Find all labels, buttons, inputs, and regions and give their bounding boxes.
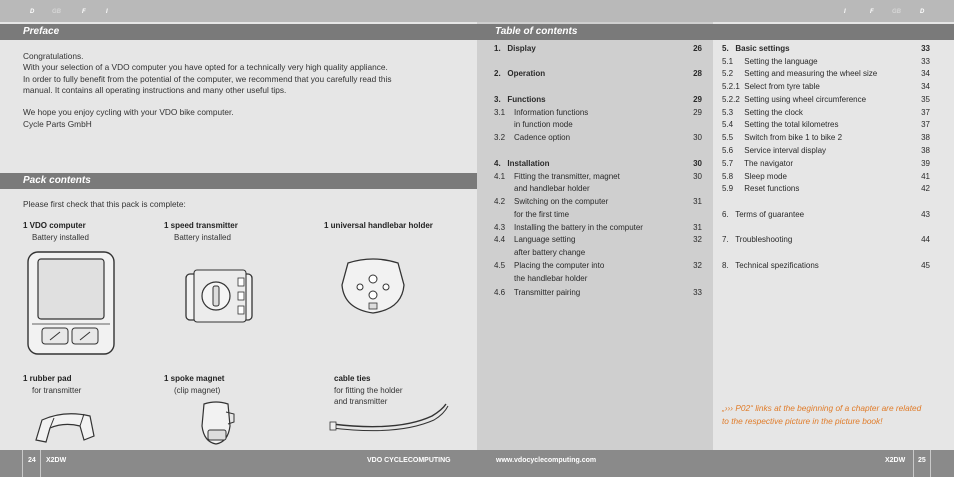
toc-entry-label: 3. Functions bbox=[494, 95, 546, 104]
toc-entry-label: 5.9 Reset functions bbox=[722, 184, 800, 193]
toc-entry-label: the handlebar holder bbox=[494, 274, 588, 283]
toc-entry-page: 29 bbox=[693, 95, 702, 104]
toc-entry-label: after battery change bbox=[494, 248, 586, 257]
toc-entry-label: 4.1 Fitting the transmitter, magnet bbox=[494, 172, 620, 181]
footer-right bbox=[477, 450, 954, 477]
toc-entry-page: 45 bbox=[921, 261, 930, 270]
toc-entry-label: 5.2 Setting and measuring the wheel size bbox=[722, 69, 878, 78]
website-label: www.vdocyclecomputing.com bbox=[496, 457, 597, 464]
toc-entry-label: 4.6 Transmitter pairing bbox=[494, 288, 581, 297]
toc-entry-page: 35 bbox=[921, 95, 930, 104]
toc-entry-page: 33 bbox=[921, 57, 930, 66]
lang-f-left: F bbox=[82, 9, 86, 15]
toc-entry-label: 5.5 Switch from bike 1 to bike 2 bbox=[722, 133, 843, 142]
item-rubber-pad-sub: for transmitter bbox=[32, 386, 82, 395]
model-left: X2DW bbox=[46, 457, 67, 464]
toc-entry-label: 5. Basic settings bbox=[722, 44, 790, 53]
page-number-right: 25 bbox=[918, 457, 926, 464]
toc-entry-page: 30 bbox=[693, 133, 702, 142]
toc-entry-label: 3.2 Cadence option bbox=[494, 133, 571, 142]
toc-entry-label: 3.1 Information functions bbox=[494, 108, 589, 117]
toc-entry-page: 39 bbox=[921, 159, 930, 168]
lang-gb-right: GB bbox=[892, 9, 901, 15]
toc-entry-label: 5.1 Setting the language bbox=[722, 57, 818, 66]
model-right: X2DW bbox=[885, 457, 906, 464]
spoke-magnet-icon bbox=[198, 400, 236, 446]
footer-left bbox=[0, 450, 477, 477]
toc-entry-label: 5.8 Sleep mode bbox=[722, 172, 787, 181]
pack-intro: Please first check that this pack is complete: bbox=[23, 199, 186, 209]
toc-entry-label: 4.5 Placing the computer into bbox=[494, 261, 605, 270]
toc-entry-label: 1. Display bbox=[494, 44, 536, 53]
toc-entry-page: 42 bbox=[921, 184, 930, 193]
handlebar-holder-icon bbox=[336, 255, 410, 317]
lang-gb-left: GB bbox=[52, 9, 61, 15]
item-speed-transmitter-title: 1 speed transmitter bbox=[164, 221, 238, 230]
picture-book-note: „››› P02“ links at the beginning of a chapter are related to the respective picture in the picture book! bbox=[722, 403, 922, 426]
rubber-pad-icon bbox=[32, 406, 98, 444]
toc-entry-page: 41 bbox=[921, 172, 930, 181]
toc-entry-page: 28 bbox=[693, 69, 702, 78]
toc-entry-page: 31 bbox=[693, 223, 702, 232]
preface-line: manual. It contains all operating instructions and many other useful tips. bbox=[23, 84, 287, 95]
toc-entry-label: 4.2 Switching on the computer bbox=[494, 197, 609, 206]
pack-contents-heading: Pack contents bbox=[0, 173, 477, 189]
item-cable-ties-sub: for fitting the holder bbox=[334, 386, 403, 395]
toc-entry-page: 38 bbox=[921, 146, 930, 155]
preface-line: Congratulations. bbox=[23, 51, 84, 61]
toc-heading: Table of contents bbox=[477, 24, 954, 40]
toc-entry-label: 2. Operation bbox=[494, 69, 546, 78]
preface-line: We hope you enjoy cycling with your VDO bike computer. bbox=[23, 107, 234, 118]
preface-heading: Preface bbox=[0, 24, 477, 40]
toc-entry-label: and handlebar holder bbox=[494, 184, 590, 193]
preface-line bbox=[23, 96, 463, 107]
toc-entry-label: 4.3 Installing the battery in the computer bbox=[494, 223, 643, 232]
toc-entry-label: 5.2.2 Setting using wheel circumference bbox=[722, 95, 867, 104]
preface-line: With your selection of a VDO computer you have opted for a technically very high quality appliance. bbox=[23, 62, 388, 73]
lang-i-right: I bbox=[844, 9, 846, 15]
toc-entry-label: for the first time bbox=[494, 210, 570, 219]
toc-entry-label: 4.4 Language setting bbox=[494, 235, 576, 244]
item-spoke-magnet-title: 1 spoke magnet bbox=[164, 374, 225, 383]
toc-entry-page: 30 bbox=[693, 172, 702, 181]
preface-line: In order to fully benefit from the potential of the computer, we recommend that you carefully read this bbox=[23, 73, 392, 84]
toc-entry-page: 38 bbox=[921, 133, 930, 142]
toc-entry-label: 5.3 Setting the clock bbox=[722, 108, 803, 117]
top-bar-left bbox=[0, 0, 477, 22]
page-number-left: 24 bbox=[28, 457, 36, 464]
toc-entry-page: 26 bbox=[693, 44, 702, 53]
toc-entry-label: 6. Terms of guarantee bbox=[722, 210, 805, 219]
toc-entry-page: 37 bbox=[921, 108, 930, 117]
item-handlebar-holder-title: 1 universal handlebar holder bbox=[324, 221, 433, 230]
cable-tie-icon bbox=[328, 402, 452, 438]
item-rubber-pad-title: 1 rubber pad bbox=[23, 374, 72, 383]
toc-entry-label: 5.6 Service interval display bbox=[722, 146, 827, 155]
item-cable-ties-sub2: and transmitter bbox=[334, 397, 388, 406]
toc-entry-page: 43 bbox=[921, 210, 930, 219]
toc-entry-label: 5.4 Setting the total kilometres bbox=[722, 120, 839, 129]
toc-entry-page: 33 bbox=[693, 288, 702, 297]
speed-transmitter-icon bbox=[184, 268, 256, 326]
toc-entry-page: 37 bbox=[921, 120, 930, 129]
item-cable-ties-title: cable ties bbox=[334, 374, 371, 383]
toc-entry-label: 4. Installation bbox=[494, 159, 550, 168]
toc-entry-label: 5.2.1 Select from tyre table bbox=[722, 82, 820, 91]
toc-entry-page: 33 bbox=[921, 44, 930, 53]
lang-d-right: D bbox=[920, 9, 925, 15]
lang-d-left: D bbox=[30, 9, 35, 15]
lang-f-right: F bbox=[870, 9, 874, 15]
toc-entry-page: 32 bbox=[693, 261, 702, 270]
toc-entry-page: 31 bbox=[693, 197, 702, 206]
toc-entry-page: 32 bbox=[693, 235, 702, 244]
toc-entry-page: 30 bbox=[693, 159, 702, 168]
preface-line: Cycle Parts GmbH bbox=[23, 118, 92, 129]
toc-entry-page: 34 bbox=[921, 82, 930, 91]
item-vdo-computer-title: 1 VDO computer bbox=[23, 221, 86, 230]
preface-text bbox=[23, 51, 463, 130]
toc-entry-label: 8. Technical spezifications bbox=[722, 261, 819, 270]
item-vdo-computer-sub: Battery installed bbox=[32, 233, 89, 242]
toc-entry-label: 7. Troubleshooting bbox=[722, 235, 793, 244]
toc-entry-page: 29 bbox=[693, 108, 702, 117]
toc-entry-label: 5.7 The navigator bbox=[722, 159, 794, 168]
lang-i-left: I bbox=[106, 9, 108, 15]
brand-label: VDO CYCLECOMPUTING bbox=[367, 457, 451, 464]
toc-entry-label: in function mode bbox=[494, 120, 573, 129]
top-bar-right bbox=[477, 0, 954, 22]
item-speed-transmitter-sub: Battery installed bbox=[174, 233, 231, 242]
vdo-computer-icon bbox=[26, 250, 116, 356]
item-spoke-magnet-sub: (clip magnet) bbox=[174, 386, 221, 395]
toc-entry-page: 44 bbox=[921, 235, 930, 244]
toc-entry-page: 34 bbox=[921, 69, 930, 78]
